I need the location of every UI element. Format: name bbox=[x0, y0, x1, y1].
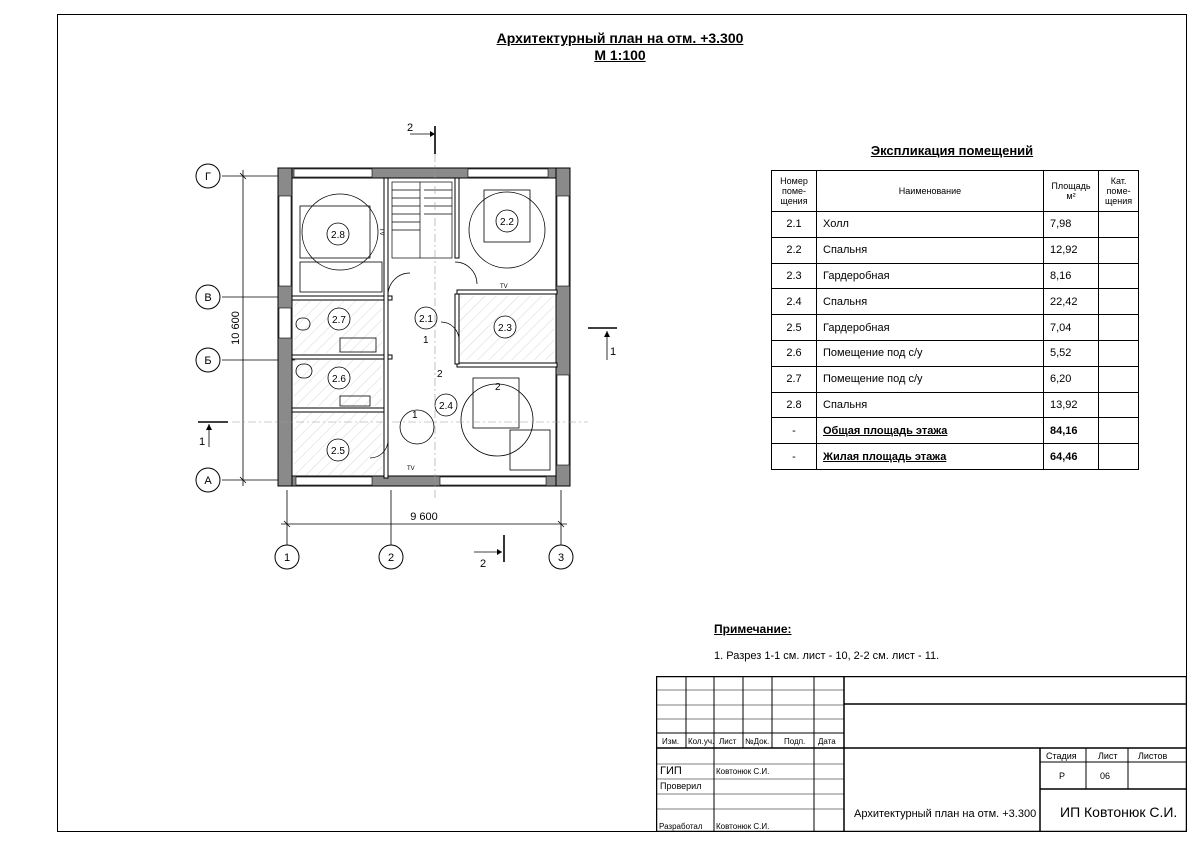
table-row: 2.2 Спальня 12,92 bbox=[772, 237, 1139, 263]
stamp-stage-value: Р bbox=[1059, 771, 1066, 781]
floor-plan bbox=[0, 0, 760, 600]
door-mark-1b: 1 bbox=[412, 410, 418, 421]
axis-bubble-b bbox=[196, 348, 220, 372]
col-header-num: Номер поме-щения bbox=[772, 171, 817, 212]
door-mark-1: 1 bbox=[423, 335, 429, 346]
axis-bubble-v bbox=[196, 285, 220, 309]
svg-text:2: 2 bbox=[387, 552, 395, 564]
note-item: 1. Разрез 1-1 см. лист - 10, 2-2 см. лист - 11. bbox=[714, 650, 940, 662]
stamp-sheet-value: 06 bbox=[1100, 771, 1111, 781]
axis-bubble-a bbox=[196, 468, 220, 492]
svg-text:1: 1 bbox=[610, 346, 617, 358]
svg-text:2.1: 2.1 bbox=[419, 314, 433, 325]
total-row-living: - Жилая площадь этажа 64,46 bbox=[772, 444, 1139, 470]
total-row-general: - Общая площадь этажа 84,16 bbox=[772, 418, 1139, 444]
svg-text:3: 3 bbox=[557, 552, 565, 564]
stamp-gip-label: ГИП bbox=[660, 765, 682, 777]
table-row: 2.3 Гардеробная 8,16 bbox=[772, 263, 1139, 289]
stamp-stage-label: Стадия bbox=[1046, 751, 1077, 761]
room-tag-2-3 bbox=[494, 316, 516, 338]
stamp-gip-name: Ковтонюк С.И. bbox=[716, 767, 770, 776]
room-tag-2-8 bbox=[327, 223, 349, 245]
stamp-col-data: Дата bbox=[818, 737, 836, 746]
note-heading: Примечание: bbox=[714, 622, 792, 636]
axis-bubble-3 bbox=[549, 545, 573, 569]
table-row: 2.5 Гардеробная 7,04 bbox=[772, 315, 1139, 341]
table-row: 2.8 Спальня 13,92 bbox=[772, 392, 1139, 418]
room-tag-2-2 bbox=[496, 210, 518, 232]
col-header-area: Площадь м² bbox=[1044, 171, 1099, 212]
svg-text:2.8: 2.8 bbox=[331, 230, 345, 241]
axis-bubble-g bbox=[196, 164, 220, 188]
rug-2-4 bbox=[461, 384, 533, 456]
stamp-checked-label: Проверил bbox=[660, 781, 702, 791]
wardrobe-2-8 bbox=[300, 262, 382, 292]
sheet-title-line1: Архитектурный план на отм. +3.300 bbox=[496, 30, 744, 46]
room-tag-2-4 bbox=[435, 394, 457, 416]
section-marker-2-bottom bbox=[474, 535, 504, 570]
svg-text:А: А bbox=[204, 475, 212, 487]
section-marker-1-right bbox=[588, 328, 617, 360]
stamp-col-doc: №Док. bbox=[745, 737, 770, 746]
tv-label-2-4: TV bbox=[407, 466, 415, 472]
stamp-sheets-label: Листов bbox=[1138, 751, 1168, 761]
stamp-sheet-label: Лист bbox=[1098, 751, 1118, 761]
door-arc-hall-2-8 bbox=[388, 273, 410, 295]
sheet-title-scale: М 1:100 bbox=[594, 47, 646, 63]
svg-text:2.3: 2.3 bbox=[498, 323, 512, 334]
stamp-col-podp: Подп. bbox=[784, 737, 806, 746]
svg-text:2.7: 2.7 bbox=[332, 315, 346, 326]
svg-text:1: 1 bbox=[199, 436, 206, 448]
door-mark-2b: 2 bbox=[495, 382, 501, 393]
staircase bbox=[392, 182, 452, 258]
door-arc-hall-2-2 bbox=[455, 262, 477, 284]
tv-label-2-2: TV bbox=[500, 284, 508, 290]
axis-bubble-2 bbox=[379, 545, 403, 569]
room-tag-2-6 bbox=[328, 367, 350, 389]
svg-text:2.5: 2.5 bbox=[331, 446, 345, 457]
tv-label-2-8: TV bbox=[378, 228, 384, 236]
explication-title: Экспликация помещений bbox=[870, 143, 1034, 158]
stamp-col-izm: Изм. bbox=[662, 737, 680, 746]
section-marker-2-top bbox=[407, 122, 435, 154]
table-row: 2.1 Холл 7,98 bbox=[772, 212, 1139, 238]
room-tag-2-7 bbox=[328, 308, 350, 330]
stamp-col-koluch: Кол.уч. bbox=[688, 737, 715, 746]
desk-2-4 bbox=[510, 430, 550, 470]
svg-text:Б: Б bbox=[204, 355, 212, 367]
stamp-sheet-name: Архитектурный план на отм. +3.300 bbox=[854, 808, 1037, 820]
room-tag-2-5 bbox=[327, 439, 349, 461]
svg-text:2.6: 2.6 bbox=[332, 374, 346, 385]
svg-text:2.4: 2.4 bbox=[439, 401, 453, 412]
title-block bbox=[656, 676, 1187, 832]
svg-text:1: 1 bbox=[283, 552, 291, 564]
col-header-cat: Кат. поме-щения bbox=[1099, 171, 1139, 212]
table-row: 2.7 Помещение под с/у 6,20 bbox=[772, 366, 1139, 392]
stamp-dev-name: Ковтонюк С.И. bbox=[716, 822, 770, 831]
stamp-organization: ИП Ковтонюк С.И. bbox=[1060, 804, 1178, 820]
stamp-col-list: Лист bbox=[719, 737, 737, 746]
svg-text:Г: Г bbox=[205, 171, 211, 183]
table-row: 2.6 Помещение под с/у 5,52 bbox=[772, 340, 1139, 366]
room-tag-2-1 bbox=[415, 307, 437, 329]
stamp-dev-label: Разработал bbox=[659, 822, 703, 831]
door-mark-2a: 2 bbox=[437, 369, 443, 380]
svg-text:2.2: 2.2 bbox=[500, 217, 514, 228]
svg-text:2: 2 bbox=[407, 122, 414, 134]
dim-text-vertical: 10 600 bbox=[230, 311, 242, 345]
section-marker-1-left bbox=[198, 422, 228, 448]
dim-text-horizontal: 9 600 bbox=[410, 511, 438, 523]
table-row: 2.4 Спальня 22,42 bbox=[772, 289, 1139, 315]
svg-text:В: В bbox=[204, 292, 212, 304]
svg-text:2: 2 bbox=[480, 558, 487, 570]
col-header-name: Наименование bbox=[817, 171, 1044, 212]
axis-bubble-1 bbox=[275, 545, 299, 569]
explication-table bbox=[771, 170, 1139, 470]
